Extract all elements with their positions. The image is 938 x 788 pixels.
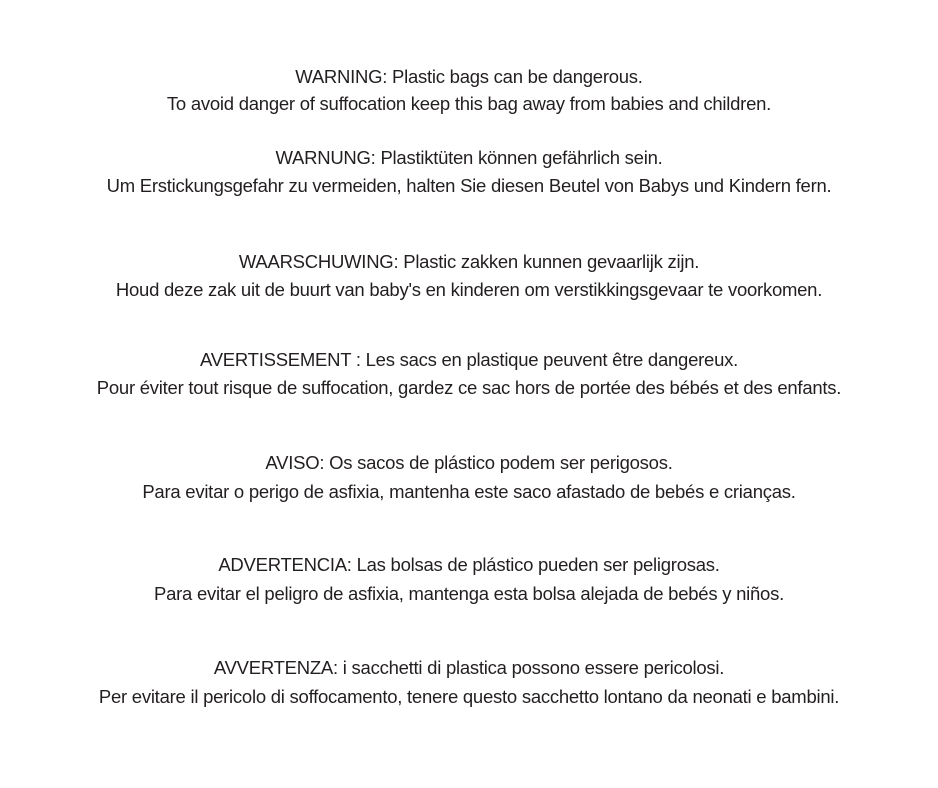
warning-body: Um Erstickungsgefahr zu vermeiden, halten Sie diesen Beutel von Babys und Kindern fern. <box>106 175 832 196</box>
warning-heading: WARNUNG: Plastiktüten können gefährlich sein. <box>275 147 663 168</box>
warning-heading: AVERTISSEMENT : Les sacs en plastique peuvent être dangereux. <box>200 349 738 370</box>
warning-body: Para evitar el peligro de asfixia, mantenga esta bolsa alejada de bebés y niños. <box>154 583 784 604</box>
warning-body: Para evitar o perigo de asfixia, mantenha este saco afastado de bebés e crianças. <box>142 481 796 502</box>
warning-body: Houd deze zak uit de buurt van baby's en kinderen om verstikkingsgevaar te voorkomen. <box>115 279 823 300</box>
warning-heading: WAARSCHUWING: Plastic zakken kunnen gevaarlijk zijn. <box>238 251 700 272</box>
warning-heading: AVVERTENZA: i sacchetti di plastica possono essere pericolosi. <box>213 657 725 678</box>
warning-heading: AVISO: Os sacos de plástico podem ser perigosos. <box>265 452 673 473</box>
warning-body: To avoid danger of suffocation keep this bag away from babies and children. <box>166 93 772 114</box>
warning-heading: WARNING: Plastic bags can be dangerous. <box>295 66 643 87</box>
warning-body: Pour éviter tout risque de suffocation, gardez ce sac hors de portée des bébés et des enfants. <box>96 377 842 398</box>
warning-body: Per evitare il pericolo di soffocamento, tenere questo sacchetto lontano da neonati e bambini. <box>98 686 840 707</box>
warning-heading: ADVERTENCIA: Las bolsas de plástico pueden ser peligrosas. <box>218 554 720 575</box>
